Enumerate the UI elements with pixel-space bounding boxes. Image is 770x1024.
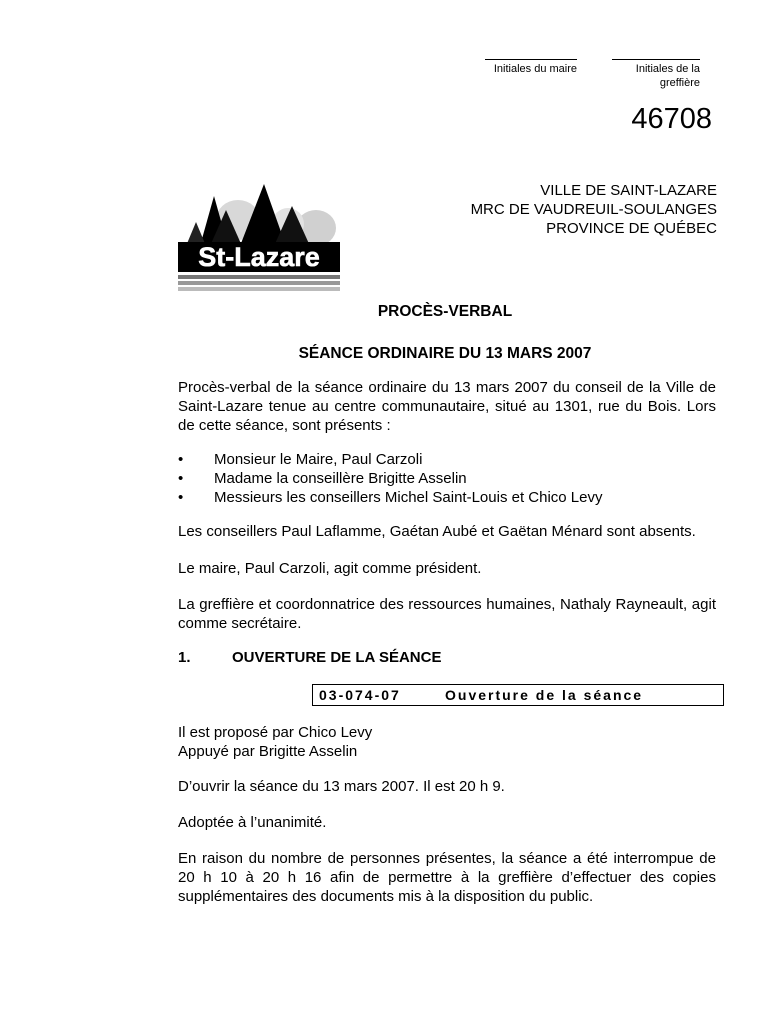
document-subtitle: SÉANCE ORDINAIRE DU 13 MARS 2007 bbox=[298, 345, 592, 362]
address-line-province: PROVINCE DE QUÉBEC bbox=[546, 220, 717, 237]
secretaire-paragraph: La greffière et coordonnatrice des ressources humaines, Nathaly Rayneault, agit comme secrétaire. bbox=[178, 596, 716, 632]
page-number: 46708 bbox=[631, 103, 712, 135]
list-item bbox=[178, 450, 716, 469]
address-block bbox=[380, 181, 717, 238]
bullet: • bbox=[178, 451, 184, 468]
absents-paragraph: Les conseillers Paul Laflamme, Gaétan Aubé et Gaëtan Ménard sont absents. bbox=[178, 523, 696, 540]
initials-maire-field bbox=[485, 59, 577, 76]
initials-greffiere-label-1: Initiales de la bbox=[635, 63, 700, 75]
st-lazare-logo bbox=[178, 180, 340, 292]
initials-greffiere-field bbox=[612, 59, 700, 90]
adoptee-paragraph: Adoptée à l’unanimité. bbox=[178, 814, 327, 831]
president-paragraph: Le maire, Paul Carzoli, agit comme président. bbox=[178, 560, 482, 577]
appuye-line: Appuyé par Brigitte Asselin bbox=[178, 743, 358, 760]
ouvrir-paragraph: D’ouvrir la séance du 13 mars 2007. Il est 20 h 9. bbox=[178, 778, 505, 795]
address-line-city: VILLE DE SAINT-LAZARE bbox=[540, 182, 717, 199]
intro-paragraph: Procès-verbal de la séance ordinaire du 13 mars 2007 du conseil de la Ville de Saint-Lazare tenue au centre communautaire, situé au 1301, rue du Bois. Lors de cette séance, sont présents : bbox=[178, 379, 716, 434]
initials-greffiere-label-2: greffière bbox=[659, 77, 700, 89]
resolution-box bbox=[312, 684, 724, 706]
attendee-text: Monsieur le Maire, Paul Carzoli bbox=[214, 451, 423, 468]
initials-maire-label: Initiales du maire bbox=[493, 63, 577, 75]
logo-wordmark: St-Lazare bbox=[198, 242, 320, 272]
attendee-text: Madame la conseillère Brigitte Asselin bbox=[214, 470, 467, 487]
motion-block bbox=[178, 723, 716, 761]
section-heading bbox=[178, 648, 441, 667]
list-item bbox=[178, 488, 716, 507]
signature-line bbox=[612, 59, 700, 60]
attendee-text: Messieurs les conseillers Michel Saint-Louis et Chico Levy bbox=[214, 489, 603, 506]
section-number: 1. bbox=[178, 649, 191, 666]
section-title: OUVERTURE DE LA SÉANCE bbox=[232, 649, 442, 666]
bullet: • bbox=[178, 489, 184, 506]
bullet: • bbox=[178, 470, 184, 487]
list-item bbox=[178, 469, 716, 488]
address-line-mrc: MRC DE VAUDREUIL-SOULANGES bbox=[470, 201, 717, 218]
document-title: PROCÈS-VERBAL bbox=[377, 303, 513, 320]
resolution-title: Ouverture de la séance bbox=[445, 687, 644, 703]
attendees-list bbox=[178, 450, 716, 507]
interruption-paragraph: En raison du nombre de personnes présentes, la séance a été interrompue de 20 h 10 à 20 h 16 afin de permettre à la greffière d’effectuer des copies supplémentaires des documents mis à la disposition du public. bbox=[178, 850, 716, 905]
resolution-number: 03-074-07 bbox=[319, 687, 401, 703]
signature-line bbox=[485, 59, 577, 60]
propose-line: Il est proposé par Chico Levy bbox=[178, 724, 373, 741]
